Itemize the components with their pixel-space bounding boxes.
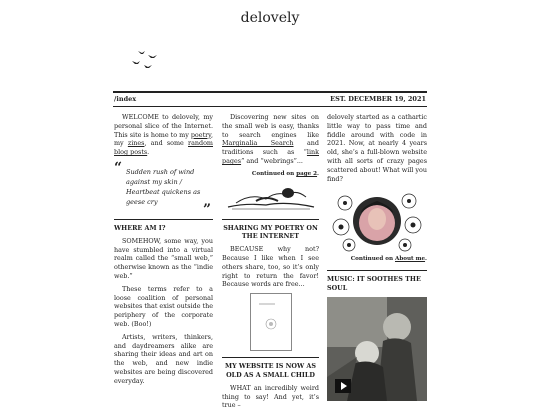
page-2-link[interactable]: page 2 bbox=[296, 170, 318, 177]
welcome-text: WELCOME to delovely, my personal slice of the Internet. This site is home to my bbox=[114, 113, 213, 139]
quote-line-1: Sudden rush of wind bbox=[126, 167, 195, 176]
poetry-link[interactable]: poetry bbox=[190, 130, 211, 139]
continued-period: . bbox=[317, 170, 319, 177]
welcome-text-2: , my bbox=[114, 130, 213, 148]
column-left bbox=[114, 113, 213, 390]
website-age-heading: MY WEBSITE IS NOW AS OLD AS A SMALL CHILD bbox=[225, 362, 316, 379]
sharing-poetry-heading: SHARING MY POETRY ON THE INTERNET bbox=[223, 223, 318, 241]
page-path: /index bbox=[114, 95, 137, 103]
continued-text: Continued on bbox=[251, 170, 297, 177]
zine-page-icon bbox=[251, 294, 291, 350]
marginalia-search-link[interactable]: Marginalia Search bbox=[222, 139, 294, 148]
reclining-figure-illustration bbox=[226, 183, 316, 213]
music-video-player[interactable] bbox=[327, 297, 427, 401]
geese-illustration bbox=[130, 48, 170, 72]
sharing-paragraph: BECAUSE why not? Because I like when I see others share, too, so it’s only right to return the favor! Because words are free... bbox=[222, 245, 319, 289]
zines-link[interactable]: zines bbox=[127, 139, 145, 148]
open-quote-icon: “ bbox=[114, 159, 123, 176]
about-paragraph: delovely started as a cathartic little way to pass time and fiddle around with code in 2021. Now, at nearly 4 years old, she’s a full-blown website with all sorts of crazy pages scattered about! What will you find? bbox=[327, 113, 427, 183]
column-middle bbox=[222, 113, 319, 414]
welcome-text-3: , and some bbox=[144, 139, 189, 148]
continued-about-text: Continued on bbox=[350, 256, 395, 263]
welcome-paragraph bbox=[114, 113, 213, 157]
discovering-paragraph bbox=[222, 113, 319, 166]
about-me-link[interactable]: About me bbox=[394, 256, 426, 263]
discovering-text-3: ” and “webrings”... bbox=[241, 156, 303, 165]
continued-about-period: . bbox=[425, 256, 427, 263]
haiku-quote bbox=[114, 159, 213, 218]
section-divider-4 bbox=[327, 270, 427, 271]
where-paragraph-3: Artists, writers, thinkers, and daydreamers alike are sharing their ideas and art on the web, and new indie websites are being discovered everyday. bbox=[114, 332, 213, 385]
continued-page-2 bbox=[222, 170, 319, 179]
link-pages-link[interactable]: link pages bbox=[222, 148, 319, 165]
quote-line-4: geese cry bbox=[126, 197, 158, 206]
established-date: EST. DECEMBER 19, 2021 bbox=[330, 95, 426, 103]
where-paragraph-1: SOMEHOW, some way, you have stumbled into a virtual realm called the “small web,” otherwise known as the “indie web.” bbox=[114, 236, 213, 280]
close-quote-icon: ” bbox=[202, 201, 211, 218]
where-paragraph-2: These terms refer to a loose coalition of personal websites that exist outside the periphery of the corporate web. (Boo!) bbox=[114, 284, 213, 328]
play-button[interactable] bbox=[335, 379, 351, 393]
where-am-i-heading: WHERE AM I? bbox=[114, 223, 166, 232]
masthead-rule-top bbox=[113, 91, 427, 93]
column-right bbox=[327, 113, 427, 401]
website-age-paragraph: WHAT an incredibly weird thing to say! And yet, it’s true – bbox=[222, 383, 319, 410]
masthead-rule-bottom bbox=[113, 106, 427, 107]
discovering-text-2: and traditions such as “ bbox=[222, 139, 319, 157]
section-divider-3 bbox=[222, 357, 319, 358]
portrait-with-flowers[interactable] bbox=[331, 187, 423, 253]
quote-line-3: Heartbeat quickens as bbox=[126, 187, 201, 196]
continued-about bbox=[327, 255, 427, 264]
quote-line-2: against my skin / bbox=[126, 177, 182, 186]
welcome-text-4: . bbox=[147, 148, 150, 157]
section-divider bbox=[114, 219, 213, 220]
discovering-text: Discovering new sites on the small web is easy, thanks to search engines like bbox=[222, 113, 319, 139]
section-divider-2 bbox=[222, 219, 319, 220]
music-heading: MUSIC: IT SOOTHES THE SOUL bbox=[327, 275, 421, 292]
site-title: delovely bbox=[240, 10, 300, 26]
poetry-zine-thumbnail[interactable] bbox=[250, 293, 292, 351]
blog-posts-link[interactable]: random blog posts bbox=[114, 139, 213, 157]
